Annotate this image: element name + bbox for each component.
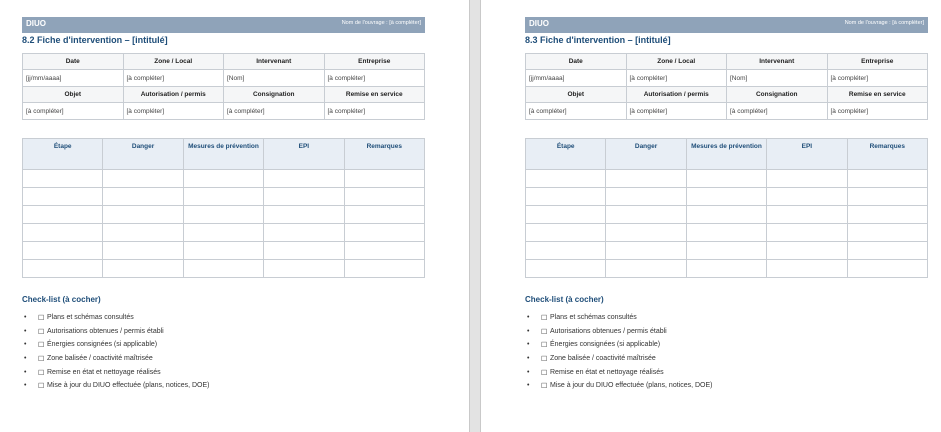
risk-cell[interactable] (606, 188, 686, 206)
bullet-icon: • (24, 341, 27, 349)
info-value-cell[interactable]: [Nom] (727, 70, 828, 87)
checklist-item-label: Mise à jour du DIUO effectuée (plans, notices, DOE) (550, 382, 713, 390)
checklist-item-label: Plans et schémas consultés (550, 314, 637, 321)
checkbox-icon[interactable]: ☐ (38, 315, 45, 322)
risk-cell[interactable] (526, 188, 606, 206)
risk-row (23, 224, 425, 242)
risk-cell[interactable] (264, 242, 344, 260)
risk-cell[interactable] (847, 224, 927, 242)
risk-row (23, 206, 425, 224)
checklist-item-label: Autorisations obtenues / permis établi (550, 327, 667, 335)
risk-cell[interactable] (526, 260, 606, 278)
risk-cell[interactable] (526, 242, 606, 260)
risk-cell[interactable] (344, 224, 424, 242)
bullet-icon: • (527, 314, 530, 321)
header-work-name: Nom de l'ouvrage : [à compléter] (341, 20, 421, 26)
checkbox-icon[interactable]: ☐ (38, 342, 45, 350)
bullet-icon: • (527, 341, 530, 349)
risk-row (526, 170, 928, 188)
risk-cell[interactable] (344, 260, 424, 278)
risk-cell[interactable] (23, 242, 103, 260)
info-value-cell[interactable]: [à compléter] (526, 103, 627, 120)
risk-cell[interactable] (344, 206, 424, 224)
risk-analysis-table (22, 138, 425, 278)
risk-row (526, 188, 928, 206)
header-doc-label: DIUO (529, 19, 549, 28)
info-value-row (23, 70, 425, 87)
info-value-cell[interactable]: [à compléter] (224, 103, 325, 120)
risk-cell[interactable] (767, 260, 847, 278)
risk-row (526, 260, 928, 278)
info-header-cell: Date (526, 54, 627, 70)
bullet-icon: • (527, 382, 530, 390)
checkbox-icon[interactable]: ☐ (38, 356, 45, 364)
info-value-cell[interactable]: [à compléter] (626, 103, 727, 120)
risk-header-cell: Mesures de prévention (183, 139, 263, 170)
risk-cell[interactable] (606, 242, 686, 260)
info-header-cell: Entreprise (324, 54, 425, 70)
bullet-icon: • (527, 368, 530, 376)
bullet-icon: • (527, 327, 530, 335)
risk-cell[interactable] (606, 170, 686, 188)
risk-cell[interactable] (767, 170, 847, 188)
risk-cell[interactable] (23, 170, 103, 188)
risk-cell[interactable] (767, 242, 847, 260)
intervention-info-table (525, 53, 928, 120)
risk-cell[interactable] (847, 188, 927, 206)
page-separator (469, 0, 481, 432)
info-header-row (23, 87, 425, 103)
risk-header-cell: Étape (23, 139, 103, 170)
risk-cell[interactable] (526, 224, 606, 242)
risk-row (23, 260, 425, 278)
risk-cell[interactable] (264, 206, 344, 224)
info-header-cell: Zone / Local (123, 54, 224, 70)
risk-header-cell: Danger (103, 139, 183, 170)
checkbox-icon[interactable]: ☐ (38, 369, 45, 377)
risk-analysis-table (525, 138, 928, 278)
bullet-icon: • (24, 368, 27, 376)
running-header-bar (22, 17, 425, 33)
risk-row (526, 224, 928, 242)
risk-cell[interactable] (344, 170, 424, 188)
checklist-item-label: Remise en état et nettoyage réalisés (47, 368, 161, 376)
risk-header-row (526, 139, 928, 170)
intervention-info-table (22, 53, 425, 120)
info-header-cell: Entreprise (827, 54, 928, 70)
checkbox-icon[interactable]: ☐ (541, 369, 548, 377)
checklist-item-label: Plans et schémas consultés (47, 314, 134, 321)
section-title: 8.2 Fiche d'intervention – [intitulé] (22, 35, 168, 45)
risk-header-cell: Remarques (847, 139, 927, 170)
bullet-icon: • (24, 382, 27, 390)
risk-header-row (23, 139, 425, 170)
header-work-name: Nom de l'ouvrage : [à compléter] (844, 20, 924, 26)
risk-cell[interactable] (264, 260, 344, 278)
risk-cell[interactable] (23, 224, 103, 242)
header-doc-label: DIUO (26, 19, 46, 28)
info-value-cell[interactable]: [à compléter] (123, 103, 224, 120)
risk-cell[interactable] (183, 188, 263, 206)
bullet-icon: • (24, 314, 27, 321)
risk-row (23, 188, 425, 206)
risk-cell[interactable] (183, 224, 263, 242)
risk-cell[interactable] (183, 206, 263, 224)
info-value-cell[interactable]: [à compléter] (827, 103, 928, 120)
risk-cell[interactable] (264, 170, 344, 188)
info-header-cell: Intervenant (727, 54, 828, 70)
checkbox-icon[interactable]: ☐ (541, 315, 548, 322)
info-value-cell[interactable]: [Nom] (224, 70, 325, 87)
checkbox-icon[interactable]: ☐ (541, 383, 548, 391)
risk-cell[interactable] (183, 242, 263, 260)
checkbox-icon[interactable]: ☐ (38, 383, 45, 391)
risk-cell[interactable] (686, 224, 766, 242)
info-header-row (526, 54, 928, 70)
checklist-item-label: Remise en état et nettoyage réalisés (550, 368, 664, 376)
risk-row (526, 242, 928, 260)
info-header-cell: Consignation (727, 87, 828, 103)
risk-header-cell: Danger (606, 139, 686, 170)
risk-cell[interactable] (183, 170, 263, 188)
risk-cell[interactable] (847, 260, 927, 278)
info-header-cell: Remise en service (827, 87, 928, 103)
info-value-cell[interactable]: [à compléter] (23, 103, 124, 120)
info-header-row (526, 87, 928, 103)
risk-cell[interactable] (767, 206, 847, 224)
risk-cell[interactable] (183, 260, 263, 278)
checkbox-icon[interactable]: ☐ (38, 328, 45, 336)
risk-cell[interactable] (847, 170, 927, 188)
risk-cell[interactable] (767, 188, 847, 206)
document-page-8-2 (0, 0, 469, 432)
info-value-cell[interactable]: [à compléter] (827, 70, 928, 87)
risk-cell[interactable] (344, 242, 424, 260)
risk-cell[interactable] (264, 224, 344, 242)
risk-cell[interactable] (847, 206, 927, 224)
info-value-row (526, 70, 928, 87)
checklist-item-label: Énergies consignées (si applicable) (47, 341, 158, 349)
info-value-cell[interactable]: [à compléter] (626, 70, 727, 87)
risk-cell[interactable] (606, 206, 686, 224)
risk-cell[interactable] (526, 170, 606, 188)
risk-cell[interactable] (103, 224, 183, 242)
risk-cell[interactable] (103, 242, 183, 260)
checkbox-icon[interactable]: ☐ (541, 342, 548, 350)
risk-cell[interactable] (686, 170, 766, 188)
risk-header-cell: Étape (526, 139, 606, 170)
bullet-icon: • (24, 355, 27, 363)
risk-row (23, 242, 425, 260)
info-value-cell[interactable]: [à compléter] (123, 70, 224, 87)
bullet-icon: • (24, 327, 27, 335)
info-header-row (23, 54, 425, 70)
risk-cell[interactable] (344, 188, 424, 206)
risk-cell[interactable] (103, 170, 183, 188)
risk-header-cell: Mesures de prévention (686, 139, 766, 170)
checklist-item-label: Mise à jour du DIUO effectuée (plans, notices, DOE) (47, 382, 210, 390)
checklist-item-label: Énergies consignées (si applicable) (550, 341, 661, 349)
info-header-cell: Remise en service (324, 87, 425, 103)
info-header-cell: Autorisation / permis (626, 87, 727, 103)
checklist-item-label: Zone balisée / coactivité maîtrisée (47, 355, 153, 363)
info-value-row (526, 103, 928, 120)
risk-cell[interactable] (767, 224, 847, 242)
checkbox-icon[interactable]: ☐ (541, 328, 548, 336)
risk-cell[interactable] (686, 242, 766, 260)
risk-cell[interactable] (103, 260, 183, 278)
info-value-cell[interactable]: [à compléter] (324, 70, 425, 87)
risk-cell[interactable] (606, 260, 686, 278)
info-header-cell: Objet (23, 87, 124, 103)
section-title: 8.3 Fiche d'intervention – [intitulé] (525, 35, 671, 45)
risk-row (23, 170, 425, 188)
checklist-title: Check-list (à cocher) (22, 295, 101, 304)
info-header-cell: Intervenant (224, 54, 325, 70)
info-header-cell: Objet (526, 87, 627, 103)
info-value-cell[interactable]: [à compléter] (727, 103, 828, 120)
risk-cell[interactable] (526, 206, 606, 224)
checklist-item-label: Autorisations obtenues / permis établi (47, 327, 164, 335)
info-header-cell: Autorisation / permis (123, 87, 224, 103)
info-header-cell: Consignation (224, 87, 325, 103)
risk-row (526, 206, 928, 224)
info-value-cell[interactable]: [jj/mm/aaaa] (526, 70, 627, 87)
risk-cell[interactable] (103, 188, 183, 206)
running-header-bar (525, 17, 928, 33)
risk-cell[interactable] (686, 188, 766, 206)
risk-cell[interactable] (23, 188, 103, 206)
risk-cell[interactable] (686, 206, 766, 224)
risk-header-cell: EPI (264, 139, 344, 170)
risk-header-cell: Remarques (344, 139, 424, 170)
risk-cell[interactable] (23, 206, 103, 224)
risk-cell[interactable] (606, 224, 686, 242)
risk-cell[interactable] (103, 206, 183, 224)
info-value-row (23, 103, 425, 120)
info-value-cell[interactable]: [jj/mm/aaaa] (23, 70, 124, 87)
risk-cell[interactable] (847, 242, 927, 260)
info-header-cell: Zone / Local (626, 54, 727, 70)
risk-cell[interactable] (23, 260, 103, 278)
risk-cell[interactable] (686, 260, 766, 278)
document-page-8-3 (482, 0, 941, 432)
info-header-cell: Date (23, 54, 124, 70)
info-value-cell[interactable]: [à compléter] (324, 103, 425, 120)
checklist-title: Check-list (à cocher) (525, 295, 604, 304)
bullet-icon: • (527, 355, 530, 363)
risk-header-cell: EPI (767, 139, 847, 170)
risk-cell[interactable] (264, 188, 344, 206)
checklist-item-label: Zone balisée / coactivité maîtrisée (550, 355, 656, 363)
checkbox-icon[interactable]: ☐ (541, 356, 548, 364)
